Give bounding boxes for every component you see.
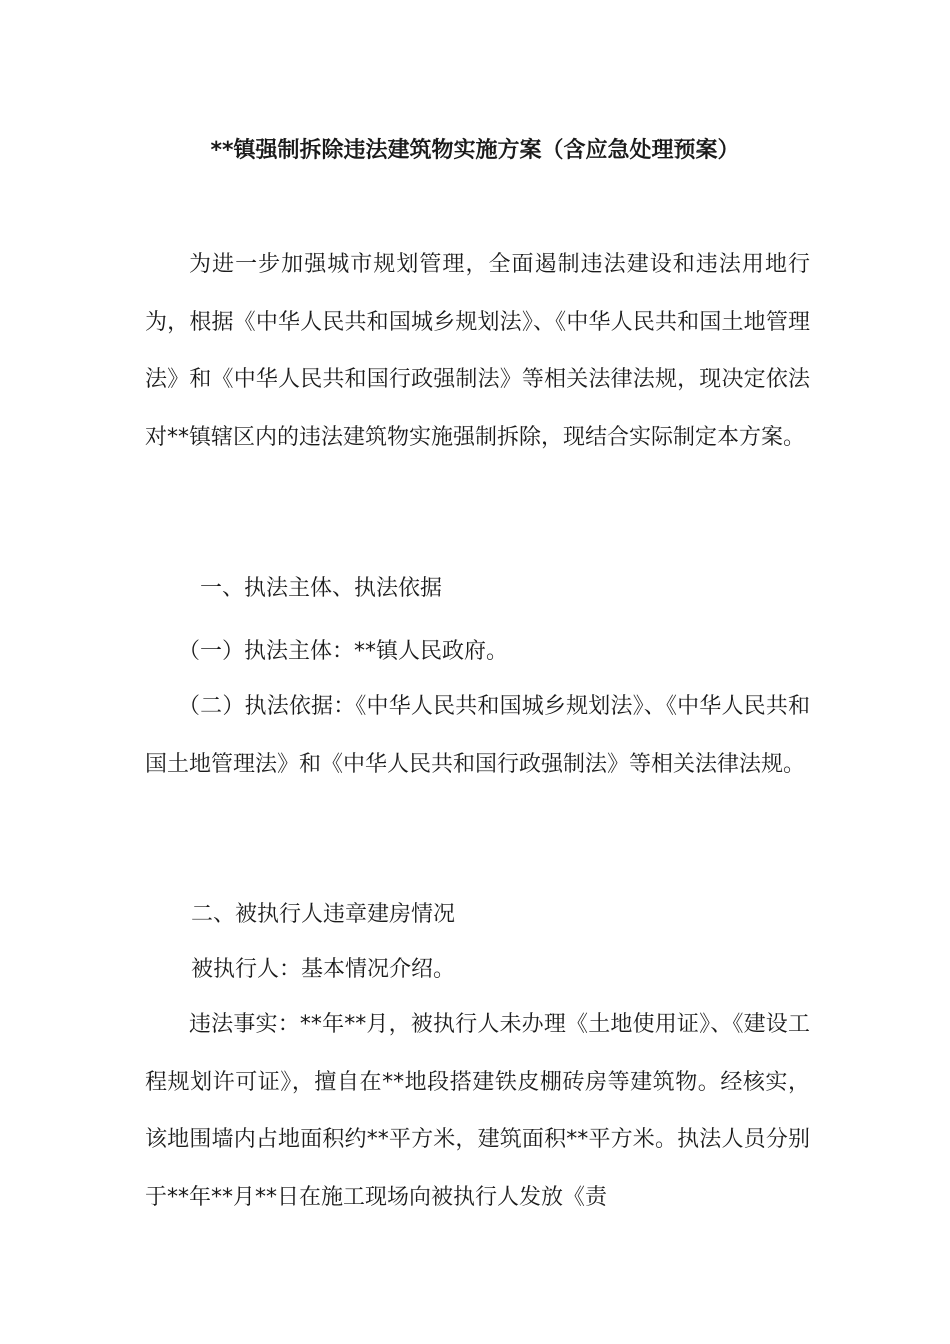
facts-paragraph: 违法事实：**年**月，被执行人未办理《土地使用证》、《建设工程规划许可证》，擅自在**地段搭建铁皮棚砖房等建筑物。经核实，该地围墙内占地面积约**平方米，建筑面积**平方米。执法人员分别于**年**月**日在施工现场向被执行人发放《责 (145, 1012, 810, 1210)
section-1-item-2: （二）执法依据：《中华人民共和国城乡规划法》、《中华人民共和国土地管理法》和《中华人民共和国行政强制法》等相关法律法规。 (145, 694, 810, 777)
intro-paragraph: 为进一步加强城市规划管理，全面遏制违法建设和违法用地行为，根据《中华人民共和国城乡规划法》、《中华人民共和国土地管理法》和《中华人民共和国行政强制法》等相关法律法规，现决定依法对**镇辖区内的违法建筑物实施强制拆除，现结合实际制定本方案。 (145, 252, 810, 450)
document-title: **镇强制拆除违法建筑物实施方案（含应急处理预案） (210, 138, 740, 163)
respondent-paragraph: 被执行人：基本情况介绍。 (191, 957, 456, 982)
section-1-item-1: （一）执法主体：**镇人民政府。 (178, 639, 509, 664)
section-1-heading: 一、执法主体、执法依据 (200, 576, 443, 601)
section-2-heading: 二、被执行人违章建房情况 (191, 902, 456, 927)
